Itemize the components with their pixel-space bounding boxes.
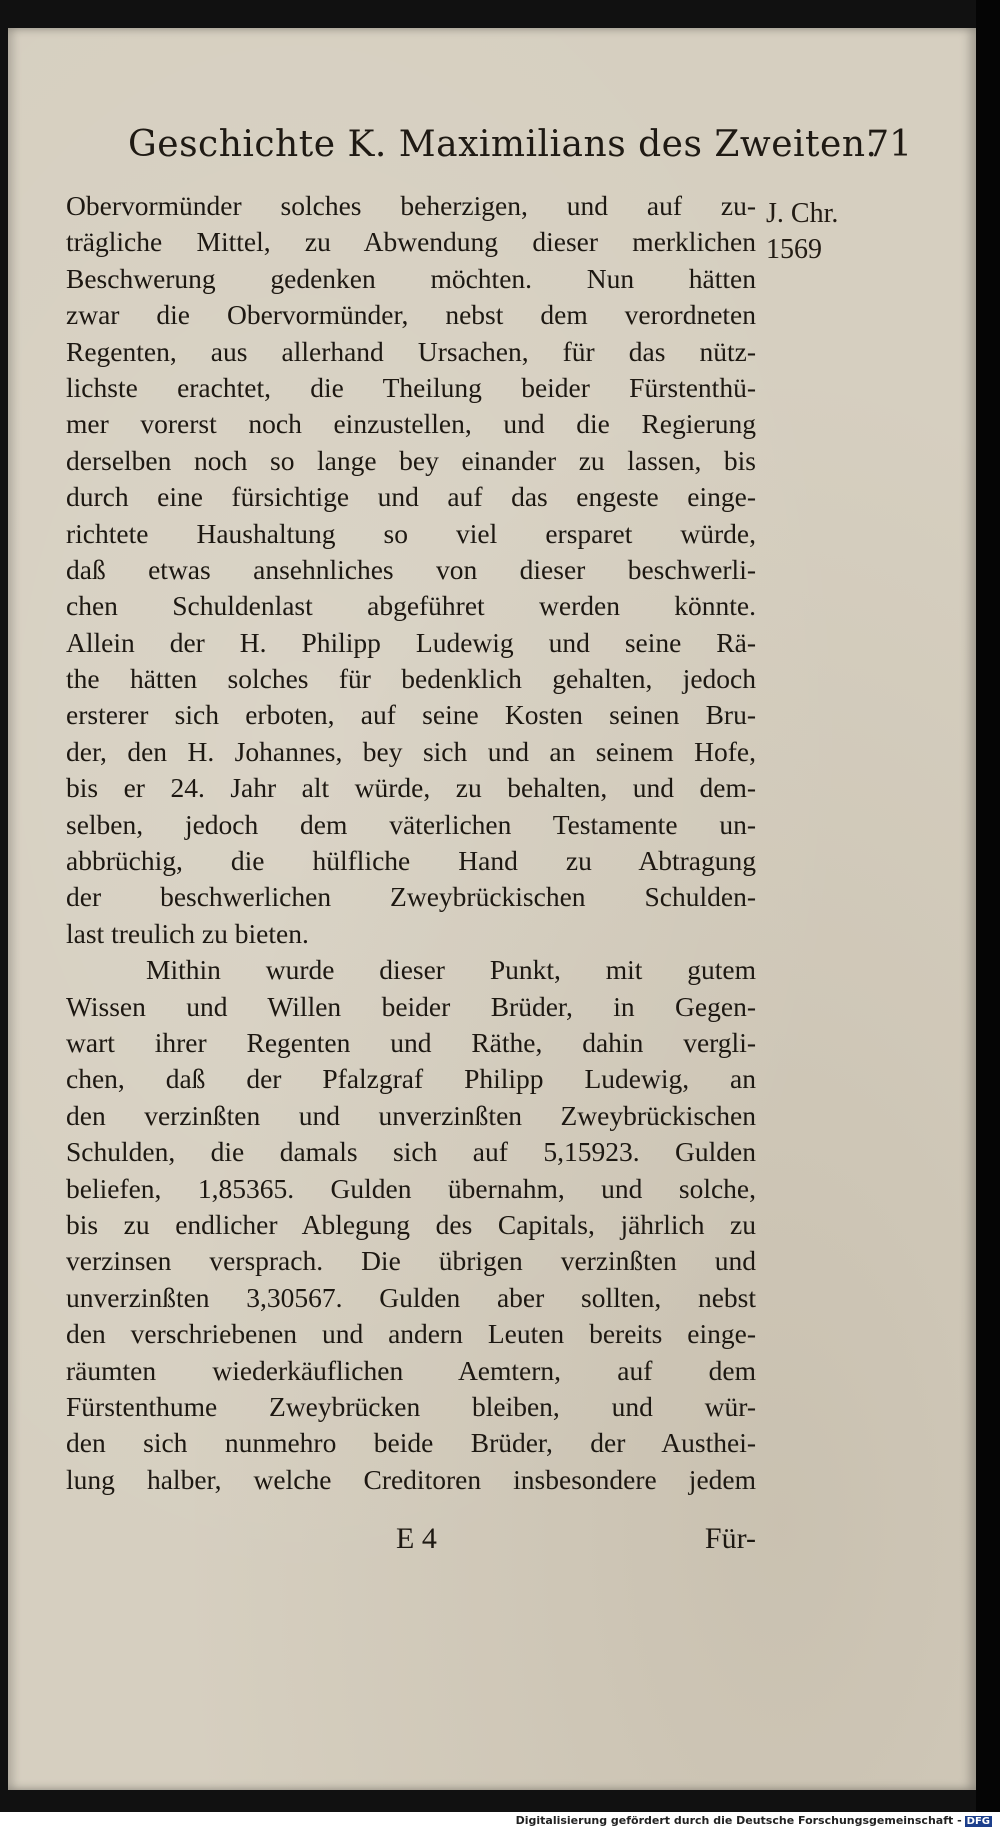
text-line: Beschwerung gedenken möchten. Nun hätten (66, 262, 756, 294)
running-title: Geschichte K. Maximilians des Zweiten. (128, 124, 878, 165)
text-line: derselben noch so lange bey einander zu lassen, bis (66, 444, 756, 476)
text-line: the hätten solches für bedenklich gehalten, jedoch (66, 663, 756, 695)
text-line: daß etwas ansehnliches von dieser beschwerli- (66, 553, 756, 585)
text-line: bis zu endlicher Ablegung des Capitals, jährlich zu (66, 1208, 756, 1240)
text-line: last treulich zu bieten. (66, 917, 309, 949)
paragraph-1 (66, 188, 756, 952)
margin-note-year: 1569 (766, 234, 822, 265)
text-line: der, den H. Johannes, bey sich und an seinem Hofe, (66, 735, 756, 767)
text-line: richtete Haushaltung so viel ersparet würde, (66, 517, 756, 549)
text-line: trägliche Mittel, zu Abwendung dieser merklichen (66, 226, 756, 258)
text-line: ersterer sich erboten, auf seine Kosten seinen Bru- (66, 699, 756, 731)
scan-edge (976, 0, 1000, 1812)
text-line: bis er 24. Jahr alt würde, zu behalten, und dem- (66, 772, 756, 804)
text-line: den verschriebenen und andern Leuten bereits einge- (66, 1318, 756, 1350)
text-line: chen, daß der Pfalzgraf Philipp Ludewig, an (66, 1063, 756, 1095)
text-line: der beschwerlichen Zweybrückischen Schulden- (66, 881, 756, 913)
text-line: räumten wiederkäuflichen Aemtern, auf dem (66, 1354, 756, 1386)
text-line: Obervormünder solches beherzigen, und auf zu- (66, 190, 756, 221)
text-line: Regenten, aus allerhand Ursachen, für das nütz- (66, 335, 756, 367)
text-line: Mithin wurde dieser Punkt, mit gutem (146, 954, 756, 986)
body-text (66, 188, 756, 1498)
margin-note-label: J. Chr. (766, 198, 839, 229)
text-line: zwar die Obervormünder, nebst dem verordneten (66, 299, 756, 331)
text-line: Wissen und Willen beider Brüder, in Gegen- (66, 990, 756, 1022)
text-line: durch eine fürsichtige und auf das engeste einge- (66, 481, 756, 513)
page-header (128, 124, 912, 172)
text-line: verzinsen versprach. Die übrigen verzinßten und (66, 1245, 756, 1277)
dfg-logo: DFG (966, 1816, 990, 1827)
credit-text: Digitalisierung gefördert durch die Deutsche Forschungsgemeinschaft - (515, 1814, 962, 1827)
signature-mark: E 4 (396, 1522, 437, 1555)
text-line: Allein der H. Philipp Ludewig und seine Rä- (66, 626, 756, 658)
catchword: Für- (704, 1522, 756, 1555)
text-line: den sich nunmehro beide Brüder, der Austhei- (66, 1427, 756, 1459)
text-line: Schulden, die damals sich auf 5,15923. Gulden (66, 1136, 756, 1168)
text-line: unverzinßten 3,30567. Gulden aber sollten, nebst (66, 1281, 756, 1313)
text-line: lung halber, welche Creditoren insbesondere jedem (66, 1463, 756, 1495)
paragraph-2 (66, 952, 756, 1498)
page-footer (66, 1522, 756, 1562)
text-line: lichste erachtet, die Theilung beider Fürstenthü- (66, 371, 756, 403)
text-line: den verzinßten und unverzinßten Zweybrückischen (66, 1099, 756, 1131)
text-line: selben, jedoch dem väterlichen Testamente un- (66, 808, 756, 840)
text-line: chen Schuldenlast abgeführet werden könnte. (66, 590, 756, 622)
text-line: beliefen, 1,85365. Gulden übernahm, und solche, (66, 1172, 756, 1204)
text-line: mer vorerst noch einzustellen, und die Regierung (66, 408, 756, 440)
book-page (8, 28, 976, 1790)
text-line: abbrüchig, die hülfliche Hand zu Abtragung (66, 845, 756, 877)
text-line: wart ihrer Regenten und Räthe, dahin vergli- (66, 1026, 756, 1058)
page-number: 71 (866, 124, 912, 165)
text-line: Fürstenthume Zweybrücken bleiben, und wür- (66, 1390, 756, 1422)
digitization-credit (516, 1814, 992, 1827)
